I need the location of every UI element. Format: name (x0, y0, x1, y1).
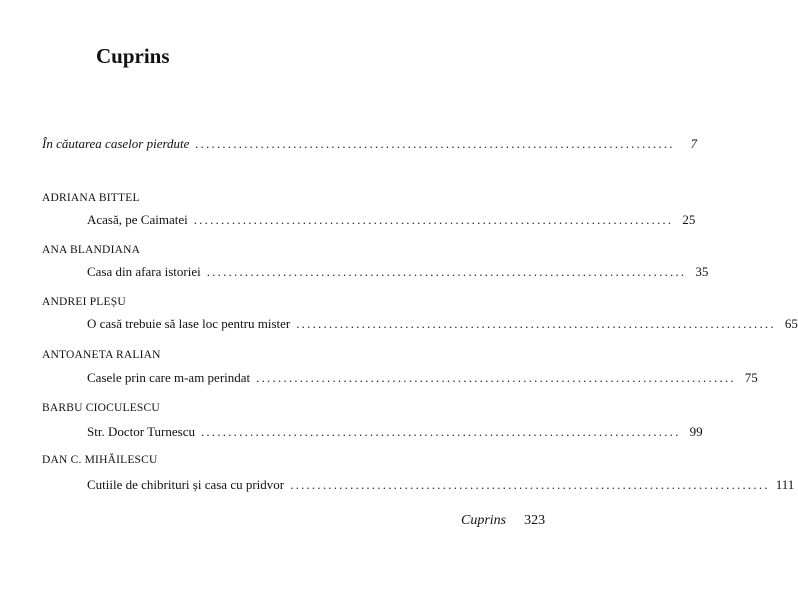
toc-entry-title: Cutiile de chibrituri și casa cu pridvor (87, 477, 285, 492)
toc-entry-page: 65 (784, 316, 798, 331)
dot-leader: ........................................................................................ (256, 370, 736, 385)
toc-author: DAN C. MIHĂILESCU (42, 454, 158, 466)
toc-entry-title: Casa din afara istoriei (87, 264, 201, 279)
toc-entry-page: 7 (690, 136, 698, 151)
page-number: 323 (524, 513, 546, 528)
dot-leader: ........................................................................................ (195, 136, 676, 151)
toc-entry-title: Casele prin care m-am perindat (87, 370, 251, 385)
dot-leader: ........................................................................................ (206, 264, 687, 279)
toc-entry-title: Acasă, pe Caimatei (87, 212, 188, 227)
toc-author: ANA BLANDIANA (42, 244, 141, 256)
toc-author: ADRIANA BITTEL (42, 192, 140, 204)
toc-entry-page: 35 (695, 264, 709, 279)
dot-leader: ........................................................................................ (290, 477, 770, 492)
toc-entry-title: În căutarea caselor pierdute (42, 136, 190, 151)
toc-entry-page: 75 (744, 370, 758, 385)
toc-entry (87, 264, 709, 280)
toc-entry-title: O casă trebuie să lase loc pentru mister (87, 316, 291, 331)
running-footer (461, 513, 545, 529)
toc-entry (87, 424, 703, 440)
toc-entry (87, 370, 758, 386)
dot-leader: ........................................................................................ (193, 212, 674, 227)
page-title: Cuprins (96, 44, 170, 68)
dot-leader: ........................................................................................ (200, 424, 681, 439)
toc-author: BARBU CIOCULESCU (42, 402, 160, 414)
toc-entry-title: Str. Doctor Turnescu (87, 424, 195, 439)
toc-entry (87, 212, 696, 228)
toc-author: ANDREI PLEȘU (42, 296, 126, 308)
toc-author: ANTOANETA RALIAN (42, 349, 161, 361)
toc-entry-intro (42, 136, 698, 152)
toc-entry-page: 25 (682, 212, 696, 227)
footer-title: Cuprins (461, 513, 507, 528)
toc-entry-page: 99 (689, 424, 703, 439)
toc-entry-page: 111 (775, 477, 795, 492)
toc-entry (87, 316, 798, 332)
toc-entry (87, 477, 795, 493)
dot-leader: ........................................................................................ (296, 316, 776, 331)
